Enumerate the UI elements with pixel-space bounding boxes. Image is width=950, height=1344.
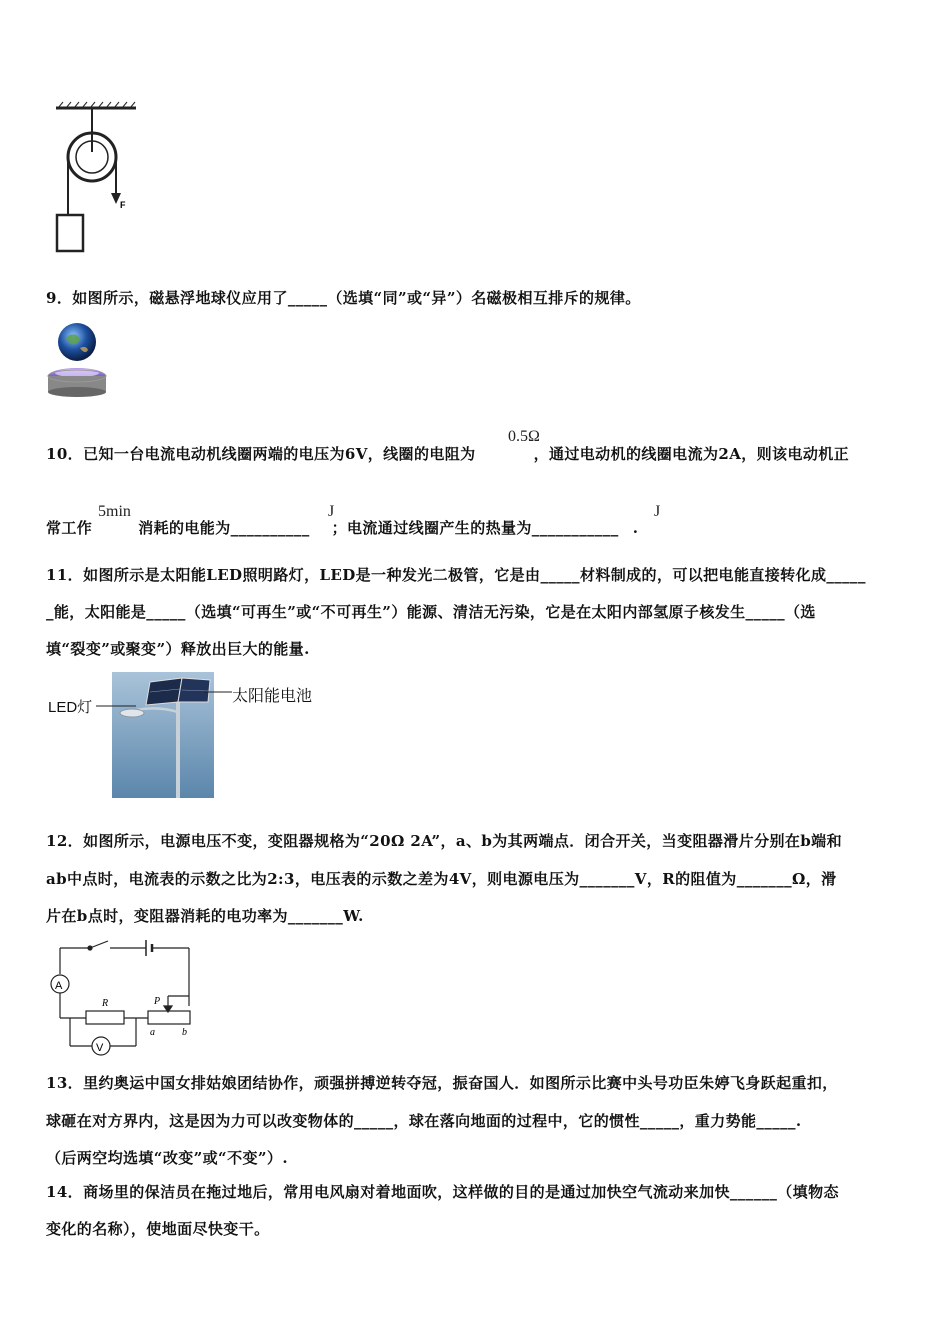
maglev-globe-figure — [46, 320, 108, 400]
circuit-figure — [44, 936, 200, 1060]
question-11-line3: 填“裂变”或聚变”）释放出巨大的能量. — [46, 640, 310, 658]
ammeter-label: A — [55, 980, 63, 992]
question-11-line2: _能，太阳能是_____（选填“可再生”或“不可再生”）能源、清洁无污染，它是在太阳内部氢原子核发生_____（选 — [46, 603, 816, 621]
pulley-figure — [50, 100, 140, 260]
q10-text-a: 10．已知一台电流电动机线圈两端的电压为6V，线圈的电阻为 — [46, 445, 476, 463]
question-12-line1: 12．如图所示，电源电压不变，变阻器规格为“20Ω 2A”，a、b为其两端点．闭合开关，当变阻器滑片分别在b端和 — [46, 832, 842, 850]
question-10-line2 — [46, 517, 638, 538]
slider-label: P — [154, 996, 161, 1007]
q10-resistance: 0.5Ω — [508, 428, 540, 445]
question-9: 9．如图所示，磁悬浮地球仪应用了_____（选填“同”或“异”）名磁极相互排斥的规律。 — [46, 289, 641, 307]
q10-text-d: 消耗的电能为__________ — [138, 519, 310, 537]
led-leader-line — [96, 704, 136, 708]
q10-text-b: ，通过电动机的线圈电流为2A，则该电动机正 — [533, 445, 850, 463]
q10-text-c: 常工作 — [46, 519, 93, 537]
question-11-line1: 11．如图所示是太阳能LED照明路灯，LED是一种发光二极管，它是由_____材料制成的，可以把电能直接转化成_____ — [46, 566, 866, 584]
q10-time: 5min — [98, 503, 131, 520]
question-12-line3: 片在b点时，变阻器消耗的电功率为_______W. — [46, 907, 364, 925]
q10-unit-1: J — [328, 503, 335, 520]
question-14-line1: 14．商场里的保洁员在拖过地后，常用电风扇对着地面吹，这样做的目的是通过加快空气流动来加快______（填物态 — [46, 1183, 839, 1201]
solar-leader-line — [204, 690, 232, 694]
solar-street-light-figure — [112, 672, 214, 798]
voltmeter-label: V — [96, 1042, 104, 1054]
q10-text-e: ；电流通过线圈产生的热量为___________ — [331, 519, 619, 537]
q10-unit-2: J — [654, 503, 661, 520]
end-b-label: b — [182, 1027, 187, 1038]
question-12-line2: ab中点时，电流表的示数之比为2:3，电压表的示数之差为4V，则电源电压为_______V，R的阻值为_______Ω，滑 — [46, 870, 837, 888]
solar-panel-label: 太阳能电池 — [232, 688, 313, 705]
resistor-label: R — [102, 998, 109, 1009]
question-14-line2: 变化的名称），使地面尽快变干。 — [46, 1220, 270, 1238]
question-13-line1: 13．里约奥运中国女排姑娘团结协作，顽强拼搏逆转夺冠，振奋国人．如图所示比赛中头号功臣朱婷飞身跃起重扣， — [46, 1074, 838, 1092]
force-label: F — [120, 200, 126, 210]
led-label: LED灯 — [48, 699, 93, 716]
question-10-line1 — [46, 443, 849, 464]
question-13-line3: （后两空均选填“改变”或“不变”）. — [46, 1149, 288, 1167]
question-13-line2: 球砸在对方界内，这是因为力可以改变物体的_____，球在落向地面的过程中，它的惯性_____，重力势能_____. — [46, 1112, 802, 1130]
end-a-label: a — [150, 1027, 155, 1038]
q10-text-f: . — [632, 519, 639, 537]
